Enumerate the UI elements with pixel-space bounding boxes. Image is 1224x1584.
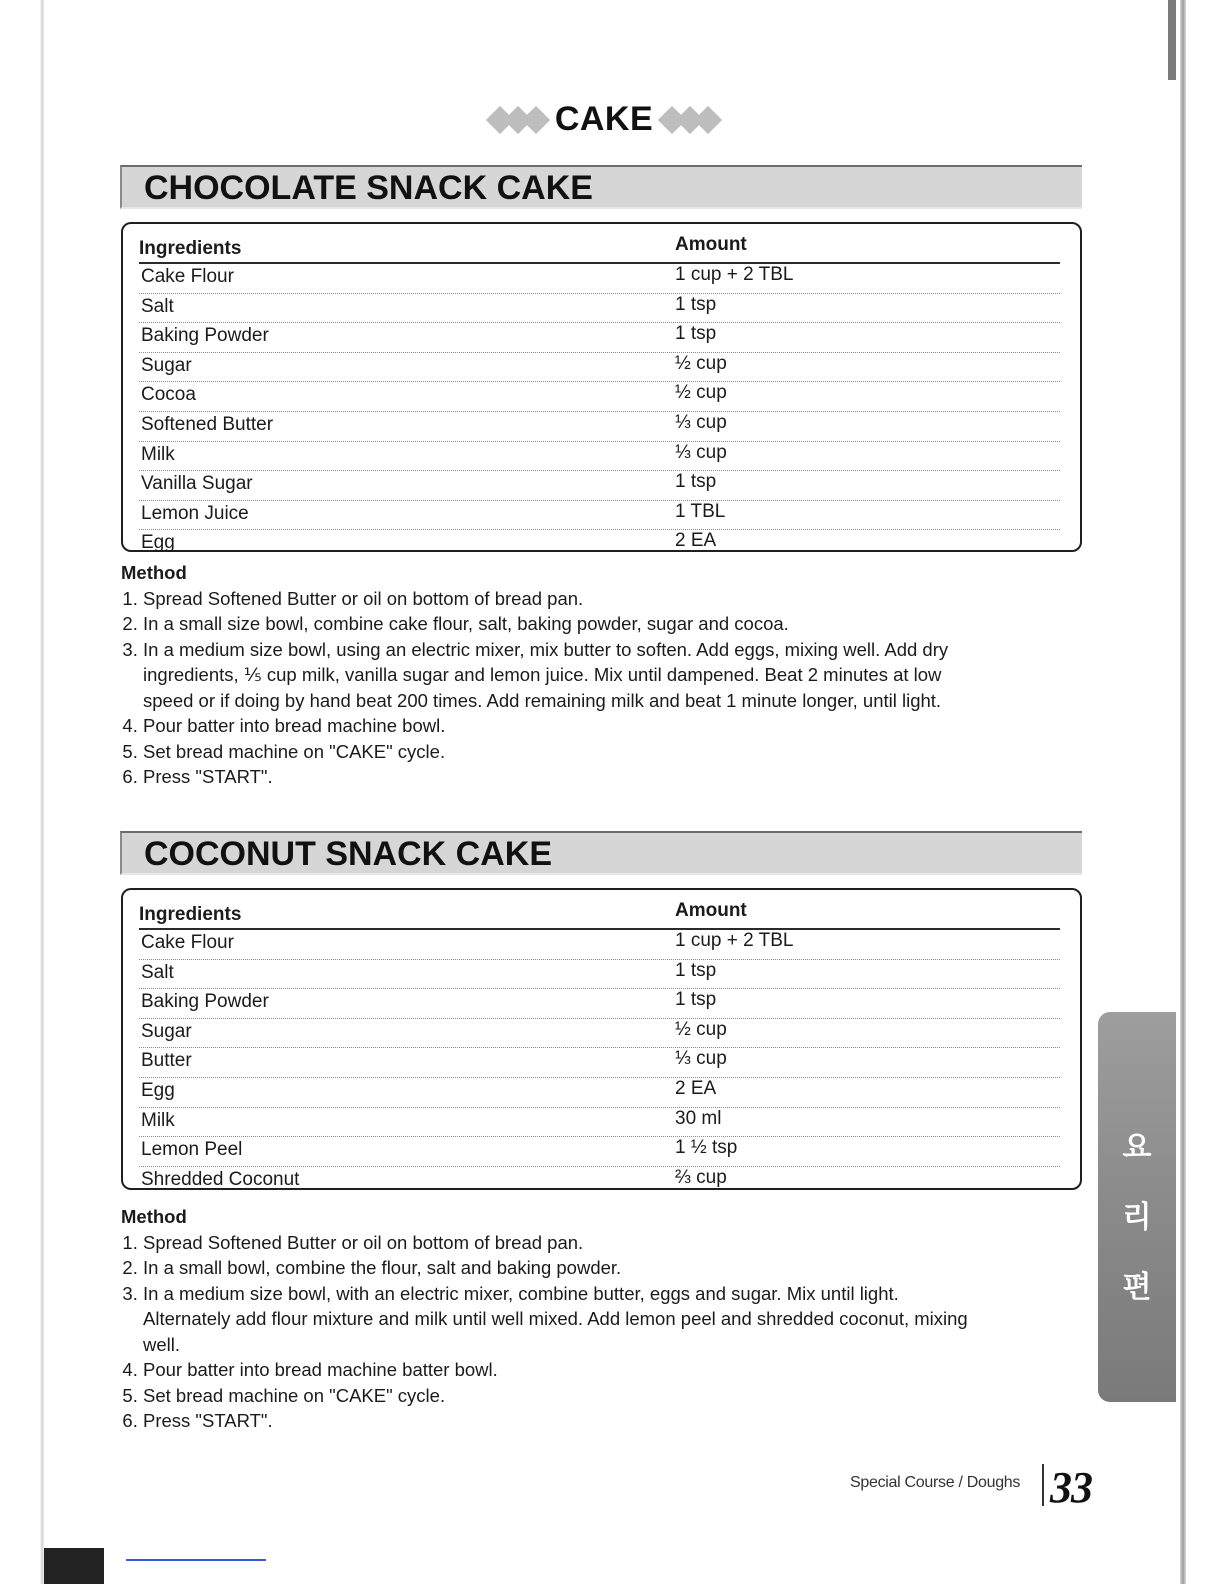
page-header [0, 100, 1224, 140]
ingredient-amount: ⅔ cup [675, 1166, 727, 1188]
scan-right-edge [1180, 0, 1186, 1584]
ingredients-list [139, 264, 1060, 559]
ingredient-row [139, 471, 1060, 501]
ingredient-row [139, 1019, 1060, 1049]
method-section [121, 560, 1021, 790]
ingredients-list [139, 930, 1060, 1195]
method-step: 5. Set bread machine on "CAKE" cycle. [143, 739, 1021, 765]
ingredient-row [139, 960, 1060, 990]
method-step: 6. Press "START". [143, 1408, 1021, 1434]
method-steps [121, 586, 1021, 790]
recipe-title: COCONUT SNACK CAKE [144, 835, 552, 873]
method-step: 6. Press "START". [143, 764, 1021, 790]
side-tab-char: 리 [1122, 1200, 1152, 1235]
ingredient-name: Cake Flour [141, 932, 234, 953]
ingredient-row [139, 1167, 1060, 1196]
ingredients-table-header [139, 900, 1060, 930]
amount-header: Amount [675, 234, 747, 255]
method-step: 4. Pour batter into bread machine bowl. [143, 713, 1021, 739]
ingredient-amount: ⅓ cup [675, 411, 727, 433]
ingredient-amount: 1 ½ tsp [675, 1137, 738, 1159]
ingredient-name: Milk [141, 1109, 175, 1131]
ingredient-amount: 30 ml [675, 1107, 722, 1129]
ingredient-name: Baking Powder [141, 991, 269, 1013]
ingredient-amount: 1 TBL [675, 500, 726, 522]
ingredient-row [139, 1108, 1060, 1138]
ingredient-name: Salt [141, 961, 174, 983]
method-step: 1. Spread Softened Butter or oil on bottom of bread pan. [143, 1230, 1021, 1256]
ingredient-amount: ½ cup [675, 382, 727, 404]
ingredients-table [121, 888, 1082, 1190]
ingredient-name: Lemon Juice [141, 502, 249, 524]
scan-corner-shadow [44, 1548, 104, 1584]
method-step: 1. Spread Softened Butter or oil on bottom of bread pan. [143, 586, 1021, 612]
scan-right-shadow [1168, 0, 1176, 80]
method-steps [121, 1230, 1021, 1434]
method-title: Method [121, 562, 187, 583]
ingredient-name: Softened Butter [141, 413, 274, 435]
ingredient-name: Lemon Peel [141, 1139, 243, 1161]
ingredient-name: Egg [141, 532, 175, 554]
ingredient-amount: 1 tsp [675, 323, 717, 345]
ingredient-amount: 2 EA [675, 530, 717, 552]
ingredient-name: Cocoa [141, 384, 196, 406]
scan-blue-line [126, 1559, 266, 1561]
ingredient-amount: 1 tsp [675, 471, 717, 493]
ingredient-row [139, 930, 1060, 960]
method-step: 5. Set bread machine on "CAKE" cycle. [143, 1383, 1021, 1409]
ingredient-name: Cake Flour [141, 266, 234, 287]
diamond-right-icon [663, 110, 717, 130]
ingredients-table [121, 222, 1082, 552]
page-number: 33 [1050, 1463, 1092, 1512]
page-title: CAKE [554, 100, 654, 138]
ingredient-amount: 1 tsp [675, 959, 717, 981]
ingredient-name: Milk [141, 443, 175, 465]
page-footer [850, 1462, 1110, 1510]
ingredient-row [139, 442, 1060, 472]
ingredients-header: Ingredients [139, 238, 242, 259]
ingredient-row [139, 1137, 1060, 1167]
ingredient-name: Egg [141, 1079, 175, 1101]
ingredient-amount: 1 cup + 2 TBL [675, 264, 794, 285]
method-step: 3. In a medium size bowl, using an electric mixer, mix butter to soften. Add eggs, mixing well. Add dry ingredients, ⅕ cup milk, vanilla sugar and lemon juice. Mix until dampened. Beat 2 minutes at low speed or if doing by hand beat 200 times. Add remaining milk and beat 1 minute longer, until light. [143, 637, 1021, 714]
method-step: 4. Pour batter into bread machine batter bowl. [143, 1357, 1021, 1383]
ingredient-row [139, 1078, 1060, 1108]
amount-header: Amount [675, 900, 747, 921]
footer-course: Special Course / Doughs [850, 1474, 1021, 1491]
footer-divider [1042, 1464, 1044, 1506]
ingredient-name: Shredded Coconut [141, 1168, 300, 1190]
ingredient-row [139, 294, 1060, 324]
ingredient-row [139, 501, 1060, 531]
ingredient-name: Vanilla Sugar [141, 473, 253, 495]
ingredients-header: Ingredients [139, 904, 242, 925]
ingredient-row [139, 353, 1060, 383]
side-tab-char: 요 [1122, 1130, 1152, 1165]
ingredient-name: Sugar [141, 1020, 192, 1042]
method-step: 2. In a small bowl, combine the flour, salt and baking powder. [143, 1255, 1021, 1281]
ingredient-amount: ⅓ cup [675, 1048, 727, 1070]
ingredient-name: Butter [141, 1050, 192, 1072]
diamond-left-icon [491, 110, 545, 130]
ingredient-row [139, 412, 1060, 442]
method-step: 2. In a small size bowl, combine cake flour, salt, baking powder, sugar and cocoa. [143, 611, 1021, 637]
ingredient-name: Salt [141, 295, 174, 317]
scan-left-edge [0, 0, 44, 1584]
ingredient-amount: ½ cup [675, 352, 727, 374]
ingredient-amount: 2 EA [675, 1077, 717, 1099]
recipe-title: CHOCOLATE SNACK CAKE [144, 169, 593, 207]
method-step: 3. In a medium size bowl, with an electric mixer, combine butter, eggs and sugar. Mix until light. Alternately add flour mixture and milk until well mixed. Add lemon peel and shredded coconut, mixing well. [143, 1281, 1021, 1358]
ingredient-amount: 1 tsp [675, 293, 717, 315]
ingredient-row [139, 323, 1060, 353]
ingredient-amount: ½ cup [675, 1018, 727, 1040]
ingredient-name: Baking Powder [141, 325, 269, 347]
ingredient-amount: 1 tsp [675, 989, 717, 1011]
side-tab-char: 편 [1122, 1270, 1152, 1305]
ingredient-name: Sugar [141, 354, 192, 376]
ingredient-row [139, 264, 1060, 294]
ingredients-table-header [139, 234, 1060, 264]
ingredient-row [139, 530, 1060, 559]
ingredient-row [139, 989, 1060, 1019]
ingredient-amount: ⅓ cup [675, 441, 727, 463]
ingredient-amount: 1 cup + 2 TBL [675, 930, 794, 951]
recipe-title-bar [120, 165, 1082, 209]
ingredient-row [139, 382, 1060, 412]
ingredient-row [139, 1048, 1060, 1078]
section-side-tab [1098, 1012, 1176, 1402]
method-section [121, 1204, 1021, 1434]
recipe-title-bar [120, 831, 1082, 875]
method-title: Method [121, 1206, 187, 1227]
